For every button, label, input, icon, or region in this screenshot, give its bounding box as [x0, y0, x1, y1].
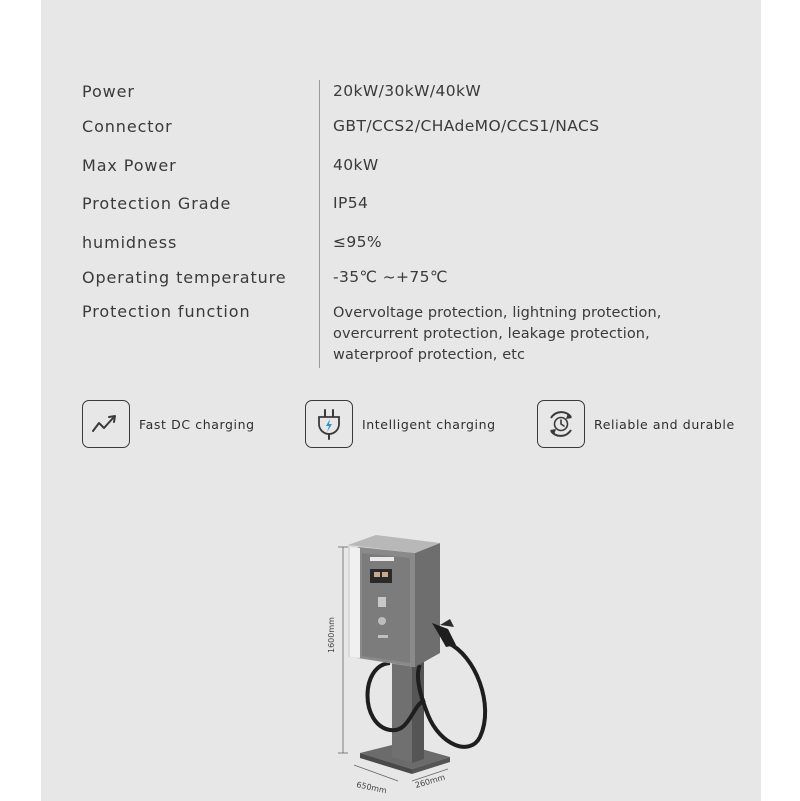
width-dimension-label: 650mm — [355, 780, 388, 795]
spec-value-power: 20kW/30kW/40kW — [333, 82, 482, 100]
plug-lightning-icon — [305, 400, 353, 448]
protection-line-2: overcurrent protection, leakage protection, — [333, 326, 650, 342]
spec-label-protection-function: Protection function — [82, 302, 251, 321]
feature-label: Reliable and durable — [594, 416, 735, 432]
divider-line — [319, 80, 320, 368]
spec-value-connector: GBT/CCS2/CHAdeMO/CCS1/NACS — [333, 117, 600, 135]
protection-line-3: waterproof protection, etc — [333, 347, 526, 363]
spec-label-humidness: humidness — [82, 233, 178, 252]
clock-cycle-icon — [537, 400, 585, 448]
spec-value-humidness: ≤95% — [333, 233, 383, 251]
protection-line-1: Overvoltage protection, lightning protection, — [333, 305, 662, 321]
spec-value-operating-temperature: -35℃ ~+75℃ — [333, 268, 448, 286]
feature-intelligent — [305, 398, 496, 450]
spec-label-operating-temperature: Operating temperature — [82, 268, 287, 287]
spec-value-max-power: 40kW — [333, 156, 379, 174]
height-dimension-label: 1600mm — [327, 617, 336, 653]
spec-label-connector: Connector — [82, 117, 173, 136]
spec-label-protection-grade: Protection Grade — [82, 194, 232, 213]
feature-label: Fast DC charging — [139, 416, 255, 432]
spec-label-power: Power — [82, 82, 135, 101]
depth-dimension-label: 260mm — [414, 772, 447, 790]
trend-up-icon — [82, 400, 130, 448]
spec-value-protection-function — [333, 303, 662, 366]
spec-label-max-power: Max Power — [82, 156, 177, 175]
ev-charger-illustration — [320, 525, 520, 795]
spec-value-protection-grade: IP54 — [333, 194, 369, 212]
feature-reliable — [537, 398, 735, 450]
feature-label: Intelligent charging — [362, 416, 496, 432]
feature-fast-dc — [82, 398, 255, 450]
